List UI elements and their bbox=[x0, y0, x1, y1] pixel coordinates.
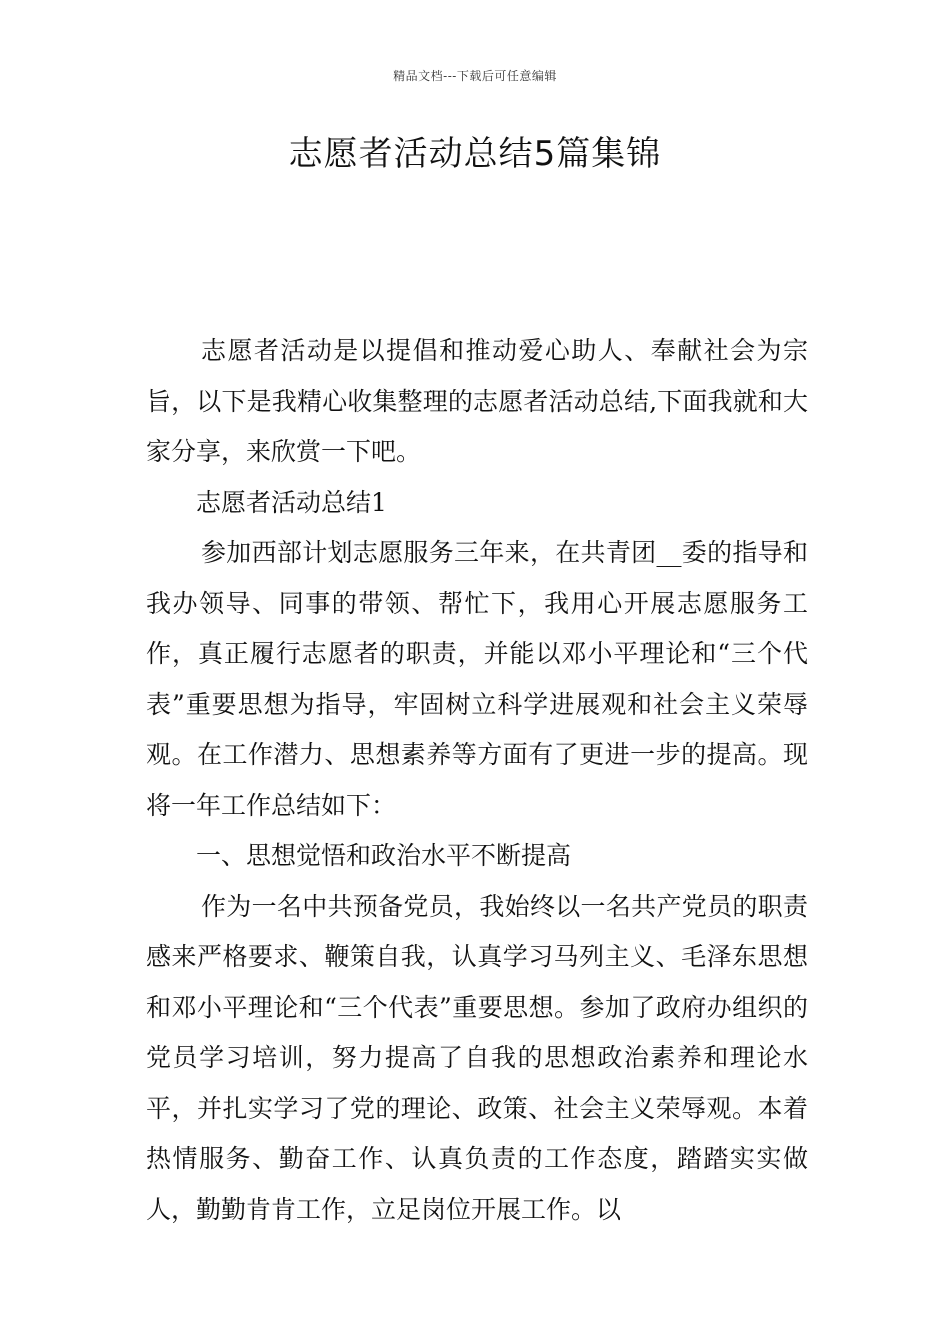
document-title: 志愿者活动总结5篇集锦 bbox=[288, 134, 662, 174]
section-heading-thought: 一、思想觉悟和政治水平不断提高 bbox=[196, 841, 572, 870]
section-heading-summary-1: 志愿者活动总结1 bbox=[196, 487, 387, 517]
document-body bbox=[146, 326, 808, 1235]
paragraph-overview: 参加西部计划志愿服务三年来，在共青团__委的指导和我办领导、同事的带领、帮忙下，我用心开展志愿服务工作，真正履行志愿者的职责，并能以邓小平理论和“三个代表”重要思想为指导，牢固树立科学进展观和社会主义荣辱观。在工作潜力、思想素养等方面有了更进一步的提高。现将一年工作总结如下： bbox=[146, 538, 808, 820]
paragraph-intro: 志愿者活动是以提倡和推动爱心助人、奉献社会为宗旨，以下是我精心收集整理的志愿者活动总结,下面我就和大家分享，来欣赏一下吧。 bbox=[146, 336, 808, 466]
header-note: 精品文档---下载后可任意编辑 bbox=[393, 69, 557, 83]
paragraph-thought: 作为一名中共预备党员，我始终以一名共产党员的职责感来严格要求、鞭策自我，认真学习马列主义、毛泽东思想和邓小平理论和“三个代表”重要思想。参加了政府办组织的党员学习培训，努力提高了自我的思想政治素养和理论水平，并扎实学习了党的理论、政策、社会主义荣辱观。本着热情服务、勤奋工作、认真负责的工作态度，踏踏实实做人，勤勤肯肯工作，立足岗位开展工作。以 bbox=[146, 891, 808, 1224]
